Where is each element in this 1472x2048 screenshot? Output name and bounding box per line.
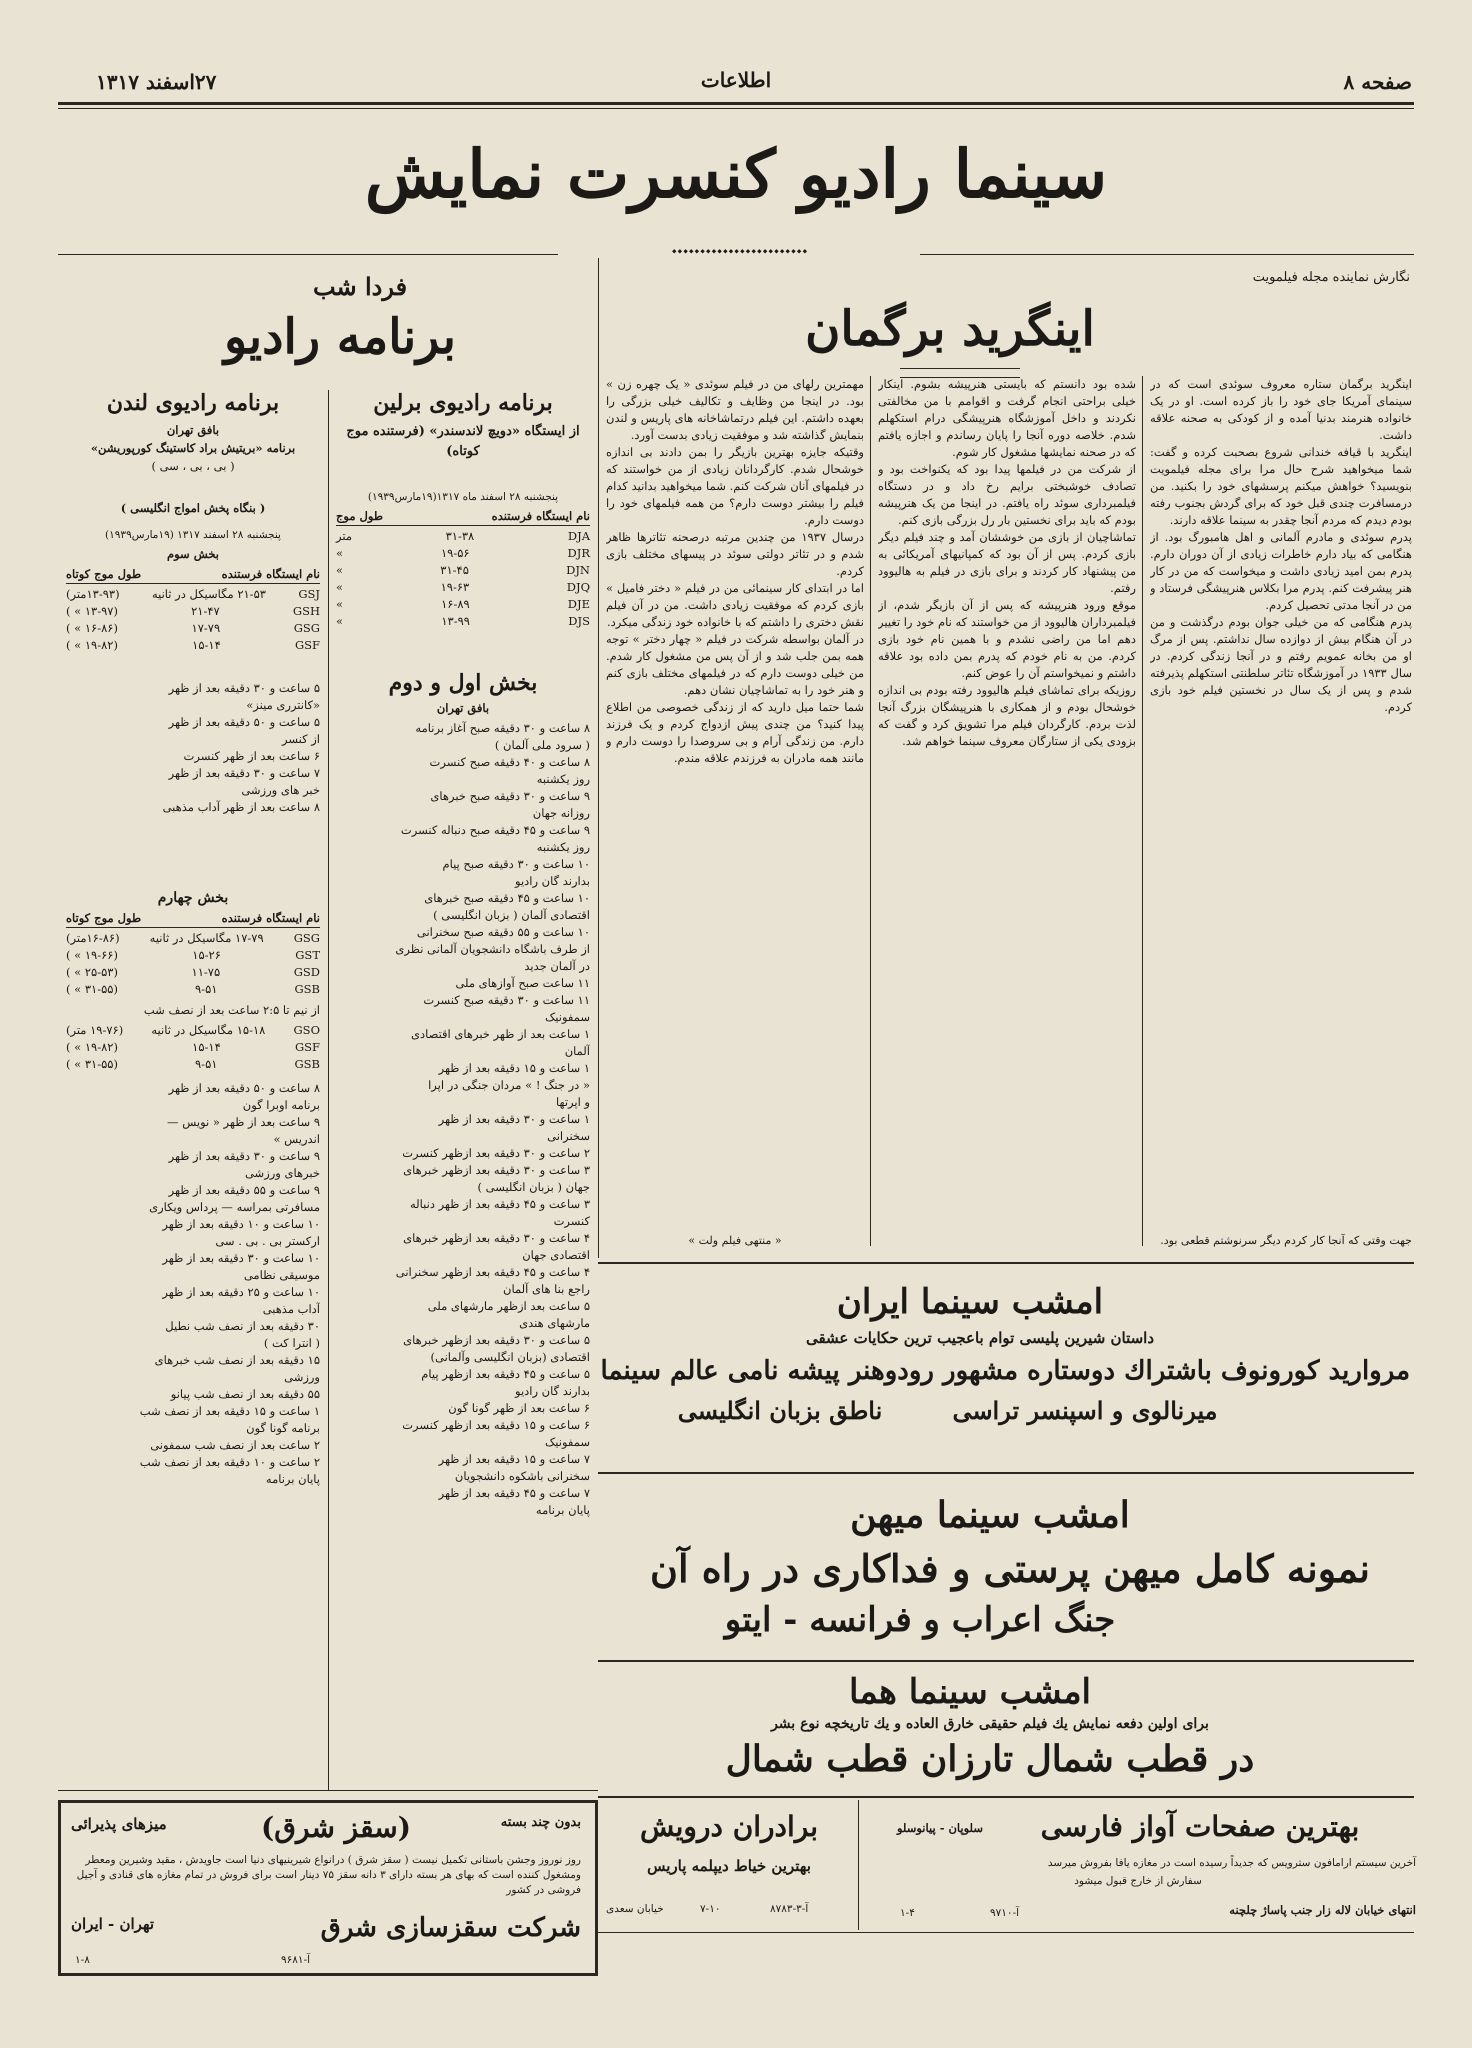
schedule-line: آلمان — [564, 1044, 590, 1058]
schedule-line: ۶ ساعت بعد از ظهر گونا گون — [448, 1401, 590, 1415]
schedule-line: ۶ ساعت و ۱۵ دقیقه بعد ازظهر کنسرت — [402, 1418, 590, 1432]
schedule-line: ۷ ساعت و ۱۵ دقیقه بعد از ظهر — [438, 1452, 590, 1466]
schedule-line: ۸ ساعت و ۳۰ دقیقه صبح آغاز برنامه — [415, 721, 590, 735]
schedule-line: ۵ ساعت بعد ازظهر مارشهای ملی — [427, 1299, 590, 1313]
station-row: GSB ۹-۵۱ (۳۱-۵۵ » ) — [66, 1057, 320, 1071]
schedule-line: ۳ ساعت و ۳۰ دقیقه بعد ازظهر خبرهای — [403, 1163, 590, 1177]
london-stations3 — [66, 586, 320, 654]
schedule-line: در آلمان جدید — [524, 959, 590, 973]
article-column-1: اینگرید برگمان ستاره معروف سوئدی است که در سینمای آمریکا جای خود را باز کرده است. او در یک خانواده هنرمند بدنیا آمده و از کودکی به صحنه علاقه داشت. اینگرید با قیافه خندانی شروع بصحبت کرده و گفت: شما میخواهید شرح حال مرا برای مجله فیلمویت بنویسید؟ خواهش میکنم پرسشهای خود را بکنید. من درمسافرت چندی قبل خود که برای گردش بجنوب رفته بودم دیدم که مردم آنجا چقدر به سینما علاقه دارند. پدرم سوئدی و مادرم آلمانی و اهل هامبورگ بود. از هنگامی که بیاد دارم خاطرات زیادی از آن دوران دارم. پدرم بمن امید زیادی داشت و میخواست که من در کار هنر پیشرفت کنم. پدرم مرا بکلاس هنرپیشگی فرستاد و من در آنجا مدتی تحصیل کردم. پدرم هنگامی که من خیلی جوان بودم درگذشت و من در آن هنگام بیش از دوازده سال نداشتم. پس از مرگ او من بخانه عمویم رفتم و در آنجا زندگی کردم. در سال ۱۹۳۳ در آموزشگاه تئاتر سلطنتی استکهلم پذیرفته شدم و پس از یک سال در نخستین فیلم خود بازی کردم. — [1150, 377, 1412, 714]
masthead-rule-2 — [58, 108, 1414, 109]
schedule-line: ۹ ساعت و ۵۵ دقیقه بعد از ظهر — [168, 1183, 320, 1197]
schedule-line: ۱۰ ساعت و ۴۵ دقیقه صبح خبرهای — [424, 891, 590, 905]
schedule-line: خبر های ورزشی — [241, 783, 320, 797]
schedule-line: ورزشی — [284, 1370, 320, 1384]
cinema-iran-line1: داستان شیرین پلیسی توام باعجیب ترین حکایات عشقی — [805, 1329, 1155, 1347]
schedule-line: ۹ ساعت بعد از ظهر « نویس — — [167, 1115, 320, 1129]
schedule-line: بدارند گان رادیو — [515, 1384, 590, 1398]
schedule-line: مارشهای هندی — [519, 1316, 590, 1330]
station-row: GSG ۱۷-۷۹ مگاسیکل در ثانیه (۱۶-۸۶متر) — [66, 931, 320, 945]
schedule-line: ۱۱ ساعت و ۳۰ دقیقه صبح کنسرت — [423, 993, 590, 1007]
station-row: DJR ۱۹-۵۶ » — [336, 546, 590, 560]
schedule-line: ( سرود ملی آلمان ) — [494, 738, 590, 752]
berlin-stations — [336, 528, 590, 630]
schedule-line: ۱۰ ساعت و ۵۵ دقیقه صبح سخنرانی — [416, 925, 590, 939]
schedule-line: ۴ ساعت و ۴۵ دقیقه بعد ازظهر سخنرانی — [395, 1265, 590, 1279]
schedule-line: ۱ ساعت و ۱۵ دقیقه بعد از نصف شب — [139, 1404, 320, 1418]
ads-divider — [858, 1800, 859, 1930]
london-date: پنجشنبه ۲۸ اسفند ۱۳۱۷ (۱۹مارس۱۹۳۹) — [105, 529, 281, 541]
darvish-addr: خیابان سعدی — [606, 1903, 664, 1915]
schedule-line: ۹ ساعت و ۴۵ دقیقه صبح دنباله کنسرت — [400, 823, 590, 837]
records-instruments: سلوپان - پیانوسلو — [896, 1821, 983, 1835]
bottom-ads-rule — [598, 1932, 1414, 1933]
schedule-line: کنسرت — [553, 1214, 590, 1228]
records-title: بهترین صفحات آواز فارسی — [1040, 1810, 1360, 1843]
london-title: برنامه رادیوی لندن — [106, 390, 280, 416]
schedule-line: ۸ ساعت و ۴۰ دقیقه صبح کنسرت — [429, 755, 590, 769]
berlin-sub: از ایستگاه «دویچ لاندسندر» (فرستنده موج کوتاه) — [346, 424, 580, 459]
schedule-line: جهان ( بزبان انگلیسی ) — [477, 1180, 590, 1194]
station-row: DJE ۱۶-۸۹ » — [336, 597, 590, 611]
cinema-mihan-line2: جنگ اعراب و فرانسه - ایتو — [724, 1600, 1116, 1640]
berlin-table-header — [336, 508, 590, 526]
berlin-schedule — [336, 720, 590, 1519]
schedule-line: ۱ ساعت و ۱۵ دقیقه بعد از ظهر — [438, 1061, 590, 1075]
schedule-line: مسافرتی بمراسه — پرداس ویکاری — [149, 1200, 320, 1214]
column-divider-main — [598, 258, 599, 1258]
article-column-2: شده بود دانستم که بایستی هنرپیشه بشوم. اینکار خیلی براحتی انجام گرفت و اقوامم با من مخالفتی نکردند و داخل آموزشگاه هنرپیشگی درام استکهلم شدم. خلاصه دوره آنجا را پایان رساندم و اجازه یافتم که در صحنه نمایشها مشغول کار شوم. از شرکت من در فیلمها پیدا بود که یکنواخت بود و تصادف خوشبختی برایم رخ داد و در دستگاه فیلمبرداری سوئد راه یافتم. در اینجا من یک هنرپیشه بودم که باید برای نخستین بار رل بزرگی بازی کنم. تماشاچیان از بازی من خوششان آمد و چند فیلم دیگر بازی کردم. پس از آن بود که کمپانیهای آمریکائی به من پیشنهاد کار کردند و برای بازی در فیلم به هالیوود رفتم. موقع ورود هنرپیشه که پس از آن بازیگر شدم، از فیلمبرداران هالیوود از من خواستند که نام خود را تغییر دهم اما من راضی نشدم و با همین نام خود بازی کردم. من به نام خودم که پدرم بمن داده بود علاقه داشتم و نمیخواستم آن را عوض کنم. روزیکه برای تماشای فیلم هالیوود رفته بودم بی اندازه خوشحال بودم و از همکاری با هنرپیشگان بزرگ آنجا لذت بردم. کارگردان فیلم مرا تشویق کرد و گفت که بزودی یکی از ستارگان معروف سینما خواهم شد. — [878, 377, 1136, 748]
records-code: آ-۹۷۱۰ — [990, 1907, 1020, 1919]
schedule-line: ۵ ساعت و ۵۰ دقیقه بعد از ظهر — [168, 715, 320, 729]
schedule-line: بدارند گان رادیو — [515, 874, 590, 888]
schedule-line: اندریس » — [273, 1132, 320, 1146]
cinema-mihan-title: امشب سینما میهن — [850, 1494, 1130, 1536]
saghez-body: روز نوروز وجشن باستانی تکمیل نیست ( سقز شرق ) درانواع شیرینیهای دنیا است جاویدش ، مقید وشیرین ومعطر ومشغول کننده است که بهای هر بسته دارای ۳ دانه سقز ۷۵ دینار است برای فروش در تمام مغازه های قنادی و آجیل فروشی در کشور — [76, 1854, 581, 1896]
station-row: GSJ ۲۱-۵۳ مگاسیکل در ثانیه (۱۳-۹۳متر) — [66, 587, 320, 601]
records-line2: سفارش از خارج قبول میشود — [1074, 1875, 1202, 1887]
radio-bottom-rule — [58, 1790, 598, 1791]
section-title: سینما رادیو کنسرت نمایش — [364, 135, 1108, 213]
cinema-iran-rule — [598, 1472, 1414, 1474]
schedule-line: ۱۰ ساعت و ۱۰ دقیقه بعد از ظهر — [162, 1217, 320, 1231]
darvish-code: آ-۳-۸۷۸۳ — [770, 1903, 809, 1915]
station-row: GSO ۱۵-۱۸ مگاسیکل در ثانیه (۱۹-۷۶ متر) — [66, 1023, 320, 1037]
london-stations4b — [66, 1022, 320, 1073]
schedule-line: ۶ ساعت بعد از ظهر کنسرت — [183, 749, 320, 763]
station-row: GST ۱۵-۲۶ (۱۹-۶۶ » ) — [66, 948, 320, 962]
schedule-line: ۲ ساعت بعد از نصف شب سمفونی — [150, 1438, 320, 1452]
cinema-homa-line1: برای اولین دفعه نمایش یك فیلم حقیقی خارق العاده و یك تاریخچه نوع بشر — [771, 1716, 1209, 1732]
schedule-line: و اپرتها — [556, 1095, 590, 1109]
schedule-line: ارکستر بی . بی . سی — [215, 1234, 320, 1248]
darvish-phone: ۷-۱۰ — [700, 1903, 721, 1915]
berlin-col-wave: طول موج — [336, 509, 383, 523]
saghez-city: تهران - ایران — [71, 1915, 155, 1933]
schedule-line: روز یکشنبه — [536, 840, 590, 854]
saghez-brand: (سقز شرق) — [261, 1811, 411, 1844]
london-sub2: برنامه «بریتیش براد کاستینگ کورپوریشن» — [90, 441, 296, 455]
records-addr: انتهای خیابان لاله زار جنب پاساژ چلچنه — [1229, 1903, 1416, 1917]
schedule-line: آداب مذهبی — [262, 1302, 320, 1316]
issue-date: ۲۷اسفند ۱۳۱۷ — [96, 70, 217, 94]
london4-col-wave: طول موج کوتاه — [66, 911, 142, 925]
schedule-line: روز یکشنبه — [536, 772, 590, 786]
saghez-company: شرکت سقزسازی شرق — [320, 1913, 581, 1943]
darvish-sub: بهترین خیاط دیپلمه پاریس — [647, 1857, 811, 1875]
schedule-line: ۳ ساعت و ۴۵ دقیقه بعد از ظهر دنباله — [409, 1197, 590, 1211]
london-table3-header — [66, 566, 320, 584]
cinema-iran-line2: مروارید کورونوف باشتراك دوستاره مشهور رودوهنر پیشه نامی عالم سینما — [600, 1356, 1410, 1386]
schedule-line: ۵ ساعت و ۳۰ دقیقه بعد از ظهر — [168, 681, 320, 695]
schedule-line: ۷ ساعت و ۳۰ دقیقه بعد از ظهر — [168, 766, 320, 780]
london-stations4 — [66, 930, 320, 998]
station-row: DJS ۱۳-۹۹ » — [336, 614, 590, 628]
station-row: GSF ۱۵-۱۴ (۱۹-۸۲ » ) — [66, 638, 320, 652]
schedule-line: اقتصادی (بزبان انگلیسی وآلمانی) — [430, 1350, 590, 1364]
ornament-rule-left — [58, 254, 558, 255]
schedule-line: «کانترری مینز» — [246, 698, 320, 712]
schedule-line: راجع بنا های آلمان — [503, 1282, 590, 1296]
schedule-line: از کنسر — [282, 732, 320, 746]
schedule-line: ۵ ساعت و ۴۵ دقیقه بعد ازظهر پیام — [421, 1367, 590, 1381]
london-part3: بخش سوم — [167, 547, 219, 561]
london-part4: بخش چهارم — [157, 890, 229, 906]
station-row: GSG ۱۷-۷۹ (۱۶-۸۶ » ) — [66, 621, 320, 635]
schedule-line: پایان برنامه — [535, 1503, 590, 1517]
schedule-line: خبرهای ورزشی — [244, 1166, 320, 1180]
london-note4: از نیم تا ۲:۵ ساعت بعد از نصف شب — [143, 1003, 320, 1017]
article-headline: اینگرید برگمان — [805, 301, 1095, 357]
schedule-line: ۱۰ ساعت و ۳۰ دقیقه بعد از ظهر — [162, 1251, 320, 1265]
schedule-line: ۱۰ ساعت و ۲۵ دقیقه بعد از ظهر — [162, 1285, 320, 1299]
saghez-code2: ۱-۸ — [75, 1954, 90, 1966]
cinema-homa-title: امشب سینما هما — [848, 1672, 1092, 1712]
station-row: GSH ۲۱-۴۷ (۱۳-۹۷ » ) — [66, 604, 320, 618]
schedule-line: ۱ ساعت بعد از ظهر خبرهای اقتصادی — [410, 1027, 590, 1041]
article-divider-2 — [870, 376, 871, 1246]
article-divider-1 — [1142, 376, 1143, 1246]
london4-col-station: نام ایستگاه فرستنده — [221, 911, 320, 925]
schedule-line: « در جنگ ! » مردان جنگی در اپرا — [428, 1078, 590, 1092]
station-row: DJN ۳۱-۴۵ » — [336, 563, 590, 577]
london-col-station: نام ایستگاه فرستنده — [221, 567, 320, 581]
schedule-line: ۱۵ دقیقه بعد از نصف شب خبرهای — [154, 1353, 320, 1367]
schedule-line: اقتصادی آلمان ( بزبان انگلیسی ) — [433, 908, 590, 922]
berlin-section-sub: بافق تهران — [436, 701, 490, 715]
cinema-iran-line4: ناطق بزبان انگلیسی — [677, 1396, 883, 1425]
radio-divider — [328, 390, 329, 1790]
schedule-line: ۸ ساعت و ۵۰ دقیقه بعد از ظهر — [168, 1081, 320, 1095]
schedule-line: موسیقی نظامی — [243, 1268, 320, 1282]
schedule-line: سخنرانی باشکوه دانشجویان — [454, 1469, 590, 1483]
schedule-line: ۹ ساعت و ۳۰ دقیقه بعد از ظهر — [168, 1149, 320, 1163]
schedule-line: ۴ ساعت و ۳۰ دقیقه بعد ازظهر خبرهای — [403, 1231, 590, 1245]
section-ornament: ⬩⬩⬩⬩⬩⬩⬩⬩⬩⬩⬩⬩⬩⬩⬩⬩⬩⬩⬩⬩⬩⬩⬩⬩ — [671, 244, 809, 259]
schedule-line: ( انترا کت ) — [263, 1336, 320, 1350]
cinema-homa-rule — [598, 1796, 1414, 1798]
saghez-top-right: بدون چند بسته — [500, 1815, 581, 1830]
station-row: DJQ ۱۹-۶۳ » — [336, 580, 590, 594]
schedule-line: برنامه اوبرا گون — [242, 1098, 320, 1112]
masthead-rule — [58, 102, 1414, 105]
cinema-mihan-rule — [598, 1660, 1414, 1662]
schedule-line: ۵ ساعت و ۳۰ دقیقه بعد ازظهر خبرهای — [403, 1333, 590, 1347]
schedule-line: برنامه گونا گون — [246, 1421, 320, 1435]
schedule-line: ۱ ساعت و ۳۰ دقیقه بعد از ظهر — [438, 1112, 590, 1126]
darvish-title: برادران درویش — [639, 1810, 819, 1843]
paper-name: اطلاعات — [700, 68, 772, 92]
schedule-line: ۱۰ ساعت و ۳۰ دقیقه صبح پیام — [442, 857, 590, 871]
london-sub3: ( بی ، بی ، سی ) — [151, 459, 235, 473]
berlin-section-title: بخش اول و دوم — [388, 670, 538, 696]
schedule-line: سمفونیک — [544, 1010, 590, 1024]
schedule-line: اقتصادی جهان — [522, 1248, 590, 1262]
schedule-line: پایان برنامه — [265, 1472, 320, 1486]
page-number: صفحه ۸ — [1343, 70, 1412, 94]
schedule-line: سخنرانی — [547, 1129, 590, 1143]
schedule-line: ۳۰ دقیقه بعد از نصف شب نطیل — [165, 1319, 320, 1333]
records-line1: آخرین سیستم ارامافون سترویس که جدیداً رسیده است در مغازه یافا بفروش میرسد — [1047, 1857, 1416, 1869]
london-sub4: ( بنگاه پخش امواج انگلیسی ) — [120, 501, 266, 515]
schedule-line: ۲ ساعت و ۳۰ دقیقه بعد ازظهر کنسرت — [402, 1146, 590, 1160]
article-byline: نگارش نماینده مجله فیلمویت — [1252, 270, 1410, 285]
schedule-line: ۸ ساعت بعد از ظهر آداب مذهبی — [162, 800, 320, 814]
station-row: DJA ۳۱-۳۸ متر — [336, 529, 590, 543]
saghez-top-left: میزهای پذیرائی — [71, 1815, 167, 1833]
schedule-line: ۷ ساعت و ۴۵ دقیقه بعد از ظهر — [438, 1486, 590, 1500]
cinema-iran-title: امشب سینما ایران — [836, 1282, 1104, 1322]
article-col1-footer: جهت وقتی که آنجا کار کردم دیگر سرنوشتم قطعی بود. — [1160, 1234, 1412, 1247]
saghez-ad — [58, 1800, 598, 1976]
cinema-iran-line3: میرنالوی و اسپنسر تراسی — [952, 1396, 1218, 1425]
schedule-line: روزانه جهان — [532, 806, 590, 820]
london-sub1: بافق تهران — [166, 423, 220, 437]
schedule-line: از طرف باشگاه دانشجویان آلمانی نظری — [395, 942, 590, 956]
london-schedule3 — [66, 680, 320, 816]
station-row: GSD ۱۱-۷۵ (۲۵-۵۳ » ) — [66, 965, 320, 979]
london-table4-header — [66, 910, 320, 928]
saghez-code1: آ-۹۶۸۱ — [281, 1954, 311, 1966]
radio-title: برنامه رادیو — [223, 309, 457, 365]
radio-kicker: فردا شب — [312, 272, 408, 301]
station-row: GSF ۱۵-۱۴ (۱۹-۸۲ » ) — [66, 1040, 320, 1054]
berlin-col-station: نام ایستگاه فرستنده — [491, 509, 590, 523]
schedule-line: سمفونیک — [544, 1435, 590, 1449]
station-row: GSB ۹-۵۱ (۳۱-۵۵ » ) — [66, 982, 320, 996]
article-column-3: مهمترین رلهای من در فیلم سوئدی « یک چهره زن » بود. در اینجا من وظایف و تکالیف خیلی بزرگی را بعهده داشتم. این فیلم درتماشاخانه های پاریس و لندن بنمایش گذاشته شد و موفقیت زیادی بدست آورد. وقتیکه جایزه بهترین بازیگر را بمن دادند بی اندازه خوشحال شدم. کارگردانان زیادی از من خواستند که در فیلمهای آنان شرکت کنم. شما میخواهید بدانید کدام فیلم را بیشتر دوست دارم؟ من همه فیلمهای خود را دوست دارم. درسال ۱۹۳۷ من چندین مرتبه درصحنه تئاترها ظاهر شدم و در تئاتر دولتی سوئد در پیسهای مختلف بازی کردم. اما در ابتدای کار سینمائی من در فیلم « دختر فاميل » بازی کردم که موفقیت زیادی داشت. من در آن فیلم نقش دختری را داشتم که با خانواده خود زندگی میکرد. در آلمان بواسطه شرکت در فیلم « چهار دختر » توجه همه بمن جلب شد و از آن پس من مشغول کار شدم. من خیلی دوست دارم که در فیلمهای مختلف بازی کنم و هنر خود را به تماشاچیان نشان دهم. شما حتما میل دارید که از زندگی خصوصی من اطلاع پیدا کنید؟ من چندی پیش ازدواج کردم و یک فرزند دارم. من زندگی آرام و بی سروصدا را دوست دارم و مانند همه مادران به فرزندم علاقه مندم. — [606, 377, 864, 765]
article-bottom-rule — [598, 1262, 1414, 1264]
berlin-date: پنجشنبه ۲۸ اسفند ماه ۱۳۱۷(۱۹مارس۱۹۳۹) — [367, 491, 559, 503]
schedule-line: ۱۱ ساعت صبح آوازهای ملی — [455, 976, 590, 990]
records-code2: ۱-۴ — [900, 1907, 915, 1919]
ornament-rule-right — [920, 254, 1414, 255]
article-col3-footer: « منتهی فیلم ولت » — [688, 1234, 782, 1247]
cinema-mihan-line1: نمونه کامل میهن پرستی و فداکاری در راه آن — [650, 1546, 1370, 1591]
london-col-wave: طول موج کوتاه — [66, 567, 142, 581]
berlin-title: برنامه رادیوی برلین — [373, 390, 553, 416]
schedule-line: ۵۵ دقیقه بعد از نصف شب پیانو — [170, 1387, 320, 1401]
cinema-homa-line2: در قطب شمال تارزان قطب شمال — [725, 1738, 1255, 1780]
london-schedule4 — [66, 1080, 320, 1488]
schedule-line: ۲ ساعت و ۱۰ دقیقه بعد از نصف شب — [139, 1455, 320, 1469]
schedule-line: ۹ ساعت و ۳۰ دقیقه صبح خبرهای — [430, 789, 590, 803]
